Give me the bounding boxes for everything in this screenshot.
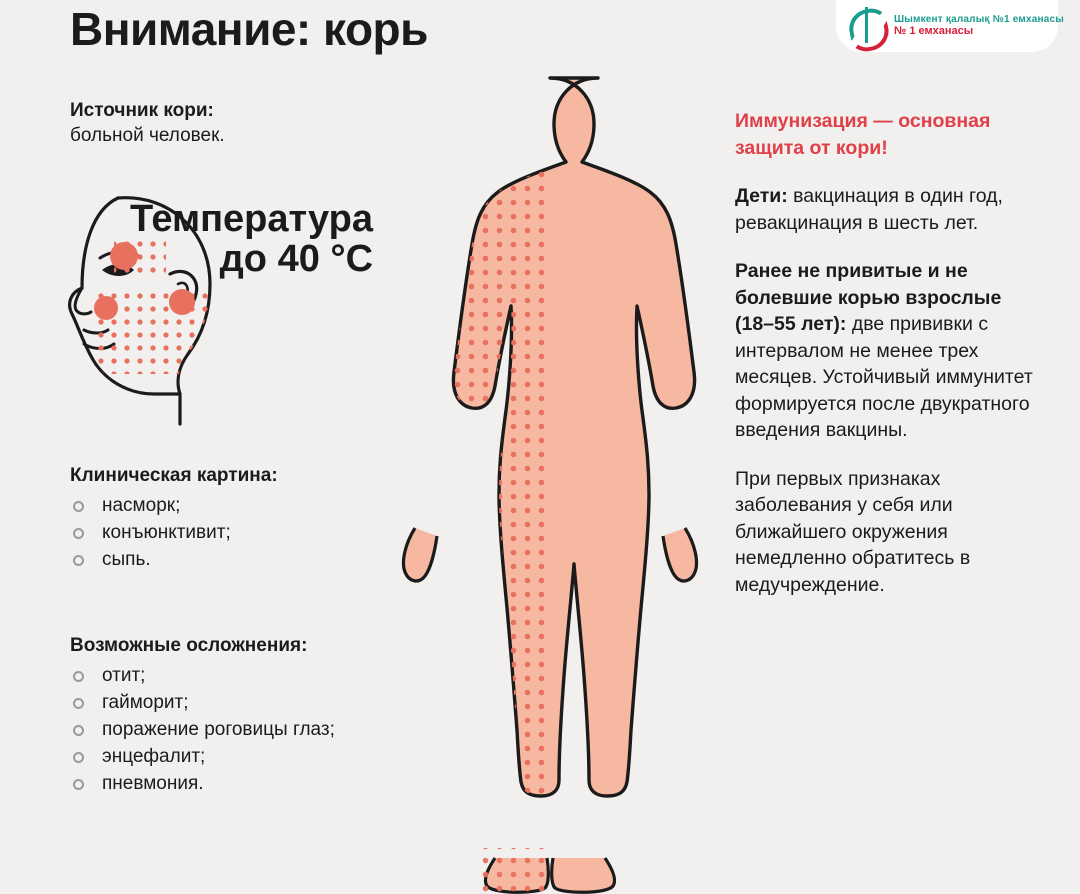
list-item bbox=[70, 493, 400, 520]
list-item bbox=[70, 690, 400, 717]
bullet-ring-icon bbox=[73, 725, 84, 736]
list-item-label: гайморит; bbox=[102, 691, 189, 713]
left-column bbox=[70, 100, 400, 147]
adults-paragraph bbox=[735, 258, 1035, 444]
list-item-label: отит; bbox=[102, 665, 146, 686]
advice-paragraph: При первых признаках заболевания у себя или ближайшего окружения немедленно обратитесь в медучреждение. bbox=[735, 467, 971, 596]
list-item-label: поражение роговицы глаз; bbox=[102, 718, 335, 740]
bullet-ring-icon bbox=[73, 528, 84, 539]
children-label: Дети: bbox=[735, 185, 788, 208]
list-item-label: пневмония. bbox=[102, 772, 204, 794]
clinic-name-line2: № 1 емханасы bbox=[894, 25, 974, 38]
bullet-ring-icon bbox=[73, 555, 84, 566]
temperature-line2: до 40 °C bbox=[219, 237, 374, 280]
list-item-label: конъюнктивит; bbox=[102, 521, 231, 543]
list-item bbox=[70, 717, 400, 744]
bullet-ring-icon bbox=[73, 698, 84, 709]
list-item-label: сыпь. bbox=[102, 548, 151, 570]
adults-label: Ранее не привитые и не болевшие корью взрослые (18–55 лет): bbox=[735, 260, 1002, 336]
clinic-logo-badge bbox=[836, 0, 1064, 52]
clinical-list bbox=[70, 493, 400, 574]
source-heading: Источник кори: bbox=[70, 100, 214, 121]
complications-list bbox=[70, 663, 400, 798]
list-item bbox=[70, 771, 400, 798]
clinic-name-line1: Шымкент қалалық №1 емханасы bbox=[894, 13, 1064, 25]
list-item bbox=[70, 663, 400, 690]
clinic-logo-text bbox=[894, 14, 1064, 38]
complications-section bbox=[70, 635, 400, 798]
bullet-ring-icon bbox=[73, 779, 84, 790]
clinical-section bbox=[70, 465, 400, 574]
bullet-ring-icon bbox=[73, 501, 84, 512]
adults-text: две прививки с интервалом не менее трех месяцев. Устойчивый иммунитет формируется после двукратного введения вакцины. bbox=[735, 313, 1033, 442]
list-item bbox=[70, 520, 400, 547]
source-text: больной человек. bbox=[70, 125, 225, 146]
complications-heading: Возможные осложнения: bbox=[70, 635, 308, 656]
right-column bbox=[735, 108, 1035, 620]
medical-caduceus-icon bbox=[846, 5, 888, 47]
page-title: Внимание: корь bbox=[70, 3, 428, 55]
immunization-accent-text: Иммунизация — основная защита от кори! bbox=[735, 110, 991, 159]
temperature-line1: Температура bbox=[130, 198, 374, 240]
clinical-heading: Клиническая картина: bbox=[70, 465, 278, 486]
list-item-label: насморк; bbox=[102, 495, 181, 516]
temperature-callout bbox=[130, 200, 373, 280]
children-text: вакцинация в один год, ревакцинация в шесть лет. bbox=[735, 185, 1003, 234]
children-paragraph bbox=[735, 183, 1035, 236]
list-item bbox=[70, 547, 400, 574]
list-item-label: энцефалит; bbox=[102, 745, 206, 767]
bullet-ring-icon bbox=[73, 671, 84, 682]
list-item bbox=[70, 744, 400, 771]
bullet-ring-icon bbox=[73, 752, 84, 763]
body-rash-illustration bbox=[355, 58, 745, 894]
